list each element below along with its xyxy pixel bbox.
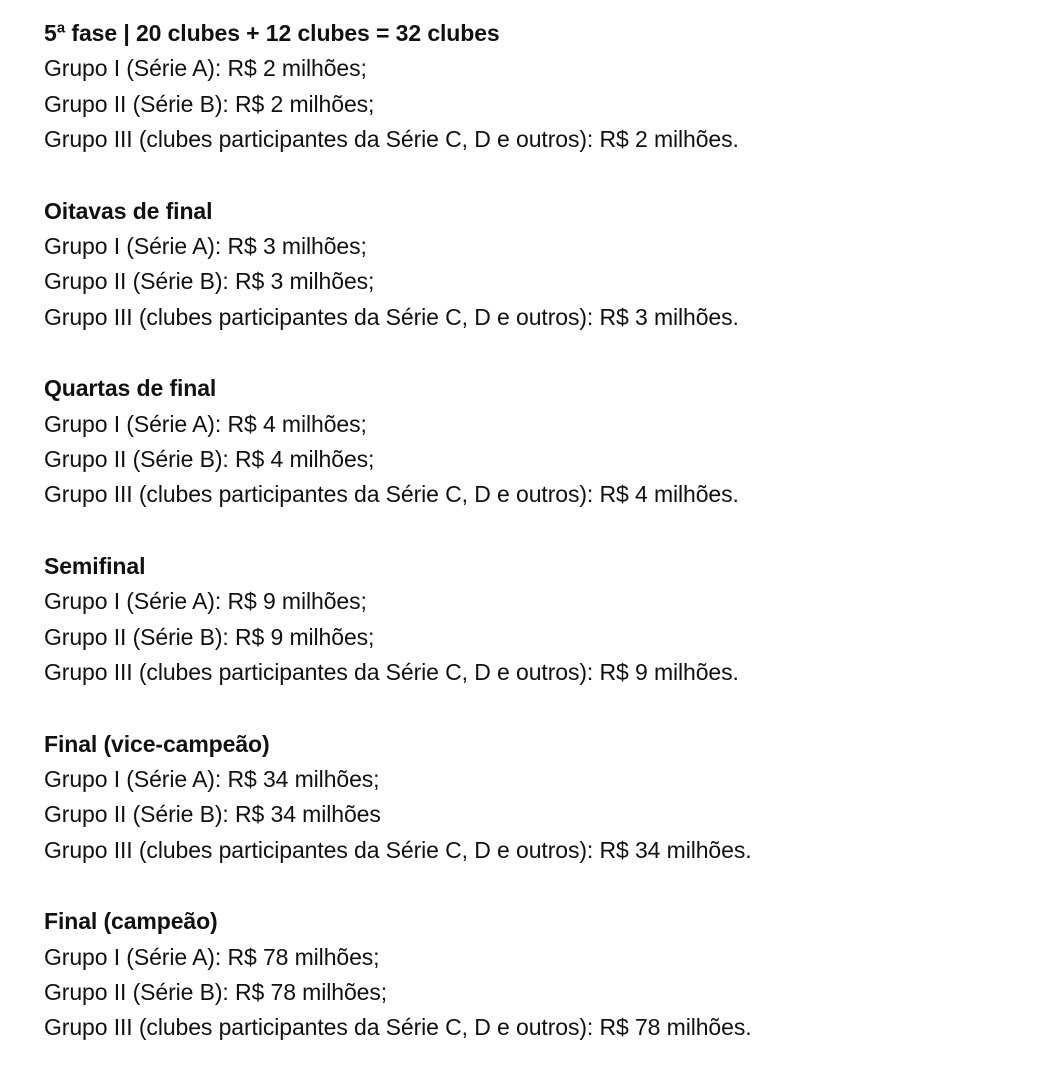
prize-line-grupo-ii: Grupo II (Série B): R$ 4 milhões; [44, 446, 375, 473]
prize-line-grupo-i: Grupo I (Série A): R$ 2 milhões; [44, 55, 367, 82]
prize-line-grupo-i: Grupo I (Série A): R$ 78 milhões; [44, 943, 380, 970]
section-heading: Final (vice-campeão) [44, 730, 270, 757]
section-heading: 5ª fase | 20 clubes + 12 clubes = 32 clubes [44, 20, 500, 46]
prize-line-grupo-ii: Grupo II (Série B): R$ 9 milhões; [44, 623, 375, 650]
section-heading: Semifinal [44, 552, 146, 579]
document-content [44, 16, 1004, 1082]
prize-line-grupo-iii: Grupo III (clubes participantes da Série C, D e outros): R$ 2 milhões. [44, 126, 739, 153]
prize-line-grupo-iii: Grupo III (clubes participantes da Série C, D e outros): R$ 9 milhões. [44, 659, 739, 686]
section-heading: Oitavas de final [44, 197, 213, 224]
prize-line-grupo-i: Grupo I (Série A): R$ 3 milhões; [44, 233, 367, 260]
prize-line-grupo-i: Grupo I (Série A): R$ 34 milhões; [44, 765, 380, 792]
section-final-campeao [44, 904, 1004, 1046]
prize-line-grupo-ii: Grupo II (Série B): R$ 3 milhões; [44, 268, 375, 295]
section-oitavas [44, 194, 1004, 336]
prize-line-grupo-ii: Grupo II (Série B): R$ 34 milhões [44, 801, 381, 828]
prize-line-grupo-i: Grupo I (Série A): R$ 9 milhões; [44, 588, 367, 615]
section-heading: Quartas de final [44, 375, 217, 402]
section-final-vice-campeao [44, 727, 1004, 869]
prize-line-grupo-i: Grupo I (Série A): R$ 4 milhões; [44, 410, 367, 437]
section-semifinal [44, 549, 1004, 691]
prize-line-grupo-iii: Grupo III (clubes participantes da Série C, D e outros): R$ 34 milhões. [44, 836, 752, 863]
prize-line-grupo-ii: Grupo II (Série B): R$ 2 milhões; [44, 90, 375, 117]
section-heading: Final (campeão) [44, 908, 218, 935]
prize-line-grupo-iii: Grupo III (clubes participantes da Série C, D e outros): R$ 4 milhões. [44, 481, 739, 508]
prize-line-grupo-iii: Grupo III (clubes participantes da Série C, D e outros): R$ 3 milhões. [44, 303, 739, 330]
section-quartas [44, 371, 1004, 513]
prize-line-grupo-ii: Grupo II (Série B): R$ 78 milhões; [44, 978, 388, 1005]
section-5a-fase [44, 16, 1004, 158]
prize-line-grupo-iii: Grupo III (clubes participantes da Série C, D e outros): R$ 78 milhões. [44, 1014, 752, 1041]
